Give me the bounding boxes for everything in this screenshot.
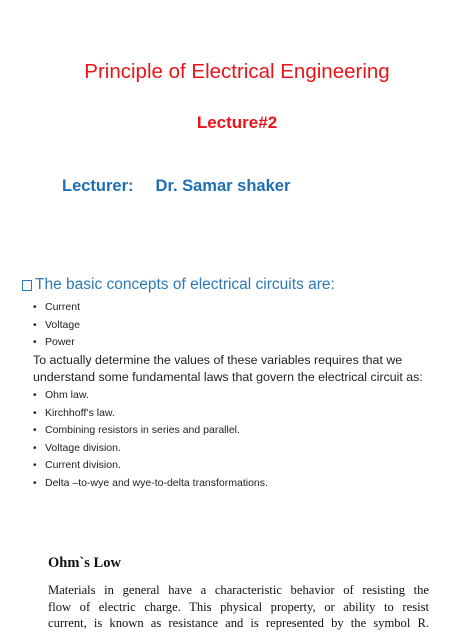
- ohm-paragraph: [48, 582, 429, 632]
- slide-title: Principle of Electrical Engineering: [84, 60, 390, 83]
- concepts-heading: [22, 276, 335, 294]
- list-item: • Kirchhoff’s law.: [33, 405, 268, 423]
- paragraph-line: current, is known as resistance and is represented by the symbol R.: [48, 616, 429, 630]
- list-item: • Voltage division.: [33, 440, 268, 458]
- laws-intro-paragraph: To actually determine the values of these variables requires that we understand some fundamental laws that govern the electrical circuit as:: [33, 353, 423, 384]
- list-item: • Voltage: [33, 317, 80, 335]
- concepts-list: [33, 299, 80, 352]
- list-item: • Current division.: [33, 457, 268, 475]
- paragraph-line: Materials in general have a characteristic behavior of resisting the: [48, 583, 429, 597]
- list-item: • Power: [33, 334, 80, 352]
- lecturer-line: [62, 177, 290, 196]
- checkbox-bullet-icon: [22, 280, 32, 291]
- paragraph-line: flow of electric charge. This physical property, or ability to resist: [48, 599, 429, 614]
- lecturer-label: Lecturer:: [62, 177, 134, 195]
- list-item: • Current: [33, 299, 80, 317]
- list-item: • Combining resistors in series and parallel.: [33, 422, 268, 440]
- list-item: • Delta –to-wye and wye-to-delta transformations.: [33, 475, 268, 493]
- concepts-heading-text: The basic concepts of electrical circuits are:: [35, 276, 335, 293]
- laws-list: [33, 387, 268, 492]
- list-item: • Ohm law.: [33, 387, 268, 405]
- lecture-number: Lecture#2: [196, 113, 278, 132]
- ohm-section-heading: Ohm`s Low: [48, 555, 121, 571]
- lecturer-name: Dr. Samar shaker: [155, 177, 291, 195]
